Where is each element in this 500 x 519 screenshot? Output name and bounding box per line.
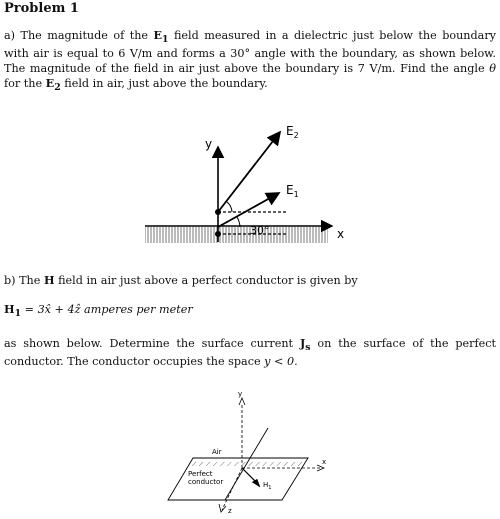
theta-arc	[227, 202, 232, 212]
h1-label: $H_1$	[263, 481, 272, 491]
e1-label: $E_1$	[286, 183, 299, 199]
part-b-text: as shown below. Determine the surface current $J_s$ on the surface of the perfect conductor. The conductor occupies the space y < 0.	[4, 336, 496, 369]
air-label: Air	[212, 448, 222, 456]
point-lower	[215, 231, 221, 237]
conductor-label-line1: Perfect	[188, 470, 213, 478]
e1-vector	[218, 193, 279, 227]
angle-label: 30°	[250, 224, 270, 237]
part-b-intro: b) The H field in air just above a perfect conductor is given by	[4, 273, 358, 287]
x-axis-label: x	[337, 227, 345, 241]
part-b-equation: $H_1$ = 3x̂ + 4ẑ amperes per meter	[4, 302, 193, 320]
problem-title: Problem 1	[4, 1, 79, 16]
part-a-text: a) The magnitude of the $E_1$ field measured in a dielectric just below the boundary with air is equal to 6 V/m and forms a 30° angle with the boundary, as shown below. The magnitude of the field in air just above the boundary is 7 V/m. Find the angle θ for the $E_2$ field in air, just above the boundary.	[4, 28, 496, 94]
b-y-label: y	[238, 390, 243, 398]
b-z-label: z	[228, 507, 232, 515]
diagram-b	[168, 390, 326, 515]
e2-vector	[218, 132, 280, 212]
dielectric-region	[145, 227, 328, 243]
point-upper	[215, 209, 221, 215]
e2-label: $E_2$	[286, 124, 299, 140]
conductor-label-line2: conductor	[188, 478, 224, 486]
b-x-label: x	[322, 458, 327, 466]
y-axis-label: y	[205, 137, 213, 151]
